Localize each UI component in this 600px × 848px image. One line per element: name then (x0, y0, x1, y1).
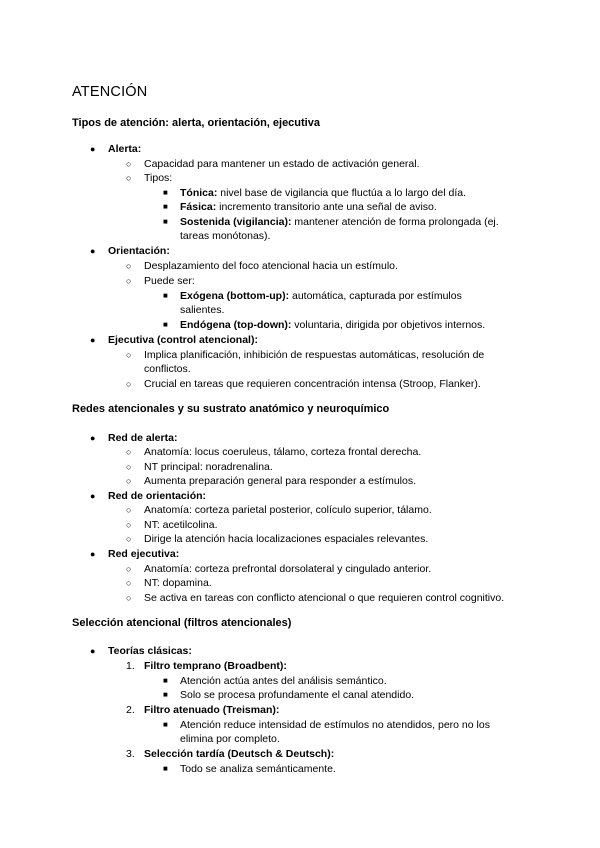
list-item (180, 318, 485, 332)
number-3: 3. (126, 748, 135, 760)
term-text: voluntaria, dirigida por objetivos internos. (291, 319, 486, 331)
list-item: Puede ser: (144, 275, 195, 287)
bullet-l3: ■ (163, 217, 168, 226)
bullet-l1: ● (90, 433, 96, 443)
term-endogena: Endógena (top-down): (180, 319, 292, 331)
bullet-l1: ● (90, 646, 96, 656)
list-item-red-orientacion: Red de orientación: (108, 490, 207, 502)
list-item-orientacion: Orientación: (108, 245, 170, 257)
bullet-l3: ■ (163, 320, 168, 329)
list-item-red-ejecutiva: Red ejecutiva: (108, 548, 180, 560)
page-title: ATENCIÓN (72, 84, 148, 100)
section-heading-tipos: Tipos de atención: alerta, orientación, ejecutiva (72, 117, 320, 129)
bullet-l2: ○ (126, 578, 132, 588)
list-item: NT principal: noradrenalina. (144, 461, 273, 473)
bullet-l2: ○ (126, 462, 132, 472)
bullet-l1: ● (90, 491, 96, 501)
term-text: mantener atención de forma prolongada (ej. (291, 216, 499, 228)
bullet-l2: ○ (126, 564, 132, 574)
term-fasica: Fásica: (180, 201, 217, 213)
bullet-l2: ○ (126, 173, 132, 183)
bullet-l2: ○ (126, 476, 132, 486)
list-item: Anatomía: corteza parietal posterior, colículo superior, tálamo. (144, 504, 432, 516)
list-item-filtro-temprano: Filtro temprano (Broadbent): (144, 660, 287, 672)
list-item: Desplazamiento del foco atencional hacia un estímulo. (144, 260, 398, 272)
list-item-red-alerta: Red de alerta: (108, 432, 178, 444)
list-item: Capacidad para mantener un estado de activación general. (144, 158, 420, 170)
term-tonica: Tónica: (180, 187, 218, 199)
term-sostenida: Sostenida (vigilancia): (180, 216, 292, 228)
list-item-alerta: Alerta: (108, 143, 142, 155)
bullet-l2: ○ (126, 159, 132, 169)
list-item-continuation: conflictos. (144, 363, 191, 375)
list-item-continuation: elimina por completo. (180, 733, 280, 745)
list-item (180, 289, 462, 303)
bullet-l2: ○ (126, 350, 132, 360)
term-text: incremento transitorio ante una señal de aviso. (216, 201, 437, 213)
list-item-filtro-atenuado: Filtro atenuado (Treisman): (144, 704, 280, 716)
list-item: Se activa en tareas con conflicto atencional o que requieren control cognitivo. (144, 592, 505, 604)
list-item: Aumenta preparación general para responder a estímulos. (144, 475, 416, 487)
term-text: nivel base de vigilancia que fluctúa a lo largo del día. (217, 187, 467, 199)
number-2: 2. (126, 704, 135, 716)
section-heading-redes: Redes atencionales y su sustrato anatómico y neuroquímico (72, 403, 390, 415)
list-item-continuation: salientes. (180, 304, 225, 316)
bullet-l2: ○ (126, 276, 132, 286)
bullet-l1: ● (90, 335, 96, 345)
bullet-l3: ■ (163, 188, 168, 197)
list-item: Atención reduce intensidad de estímulos no atendidos, pero no los (180, 719, 490, 731)
bullet-l2: ○ (126, 505, 132, 515)
bullet-l3: ■ (163, 291, 168, 300)
bullet-l3: ■ (163, 720, 168, 729)
term-exogena: Exógena (bottom-up): (180, 290, 290, 302)
bullet-l2: ○ (126, 261, 132, 271)
bullet-l2: ○ (126, 379, 132, 389)
bullet-l3: ■ (163, 202, 168, 211)
list-item: NT: dopamina. (144, 577, 212, 589)
list-item: Atención actúa antes del análisis semántico. (180, 675, 387, 687)
list-item: Crucial en tareas que requieren concentración intensa (Stroop, Flanker). (144, 378, 481, 390)
bullet-l3: ■ (163, 764, 168, 773)
bullet-l3: ■ (163, 676, 168, 685)
list-item: Dirige la atención hacia localizaciones espaciales relevantes. (144, 533, 429, 545)
term-text: automática, capturada por estímulos (289, 290, 462, 302)
bullet-l1: ● (90, 549, 96, 559)
list-item: Todo se analiza semánticamente. (180, 763, 336, 775)
list-item-continuation: tareas monótonas). (180, 230, 271, 242)
bullet-l2: ○ (126, 534, 132, 544)
list-item: Implica planificación, inhibición de respuestas automáticas, resolución de (144, 349, 485, 361)
list-item: Anatomía: corteza prefrontal dorsolateral y cingulado anterior. (144, 563, 432, 575)
list-item-ejecutiva: Ejecutiva (control atencional): (108, 334, 258, 346)
list-item: Anatomía: locus coeruleus, tálamo, corteza frontal derecha. (144, 446, 422, 458)
bullet-l2: ○ (126, 593, 132, 603)
list-item-teorias: Teorías clásicas: (108, 645, 192, 657)
bullet-l1: ● (90, 246, 96, 256)
number-1: 1. (126, 660, 135, 672)
bullet-l2: ○ (126, 447, 132, 457)
bullet-l2: ○ (126, 520, 132, 530)
list-item: Tipos: (144, 172, 173, 184)
list-item: NT: acetilcolina. (144, 519, 218, 531)
list-item: Solo se procesa profundamente el canal atendido. (180, 689, 415, 701)
list-item (180, 200, 437, 214)
list-item-seleccion-tardia: Selección tardía (Deutsch & Deutsch): (144, 748, 335, 760)
list-item (180, 215, 499, 229)
bullet-l3: ■ (163, 690, 168, 699)
bullet-l1: ● (90, 144, 96, 154)
list-item (180, 186, 466, 200)
section-heading-seleccion: Selección atencional (filtros atencionales) (72, 617, 292, 629)
